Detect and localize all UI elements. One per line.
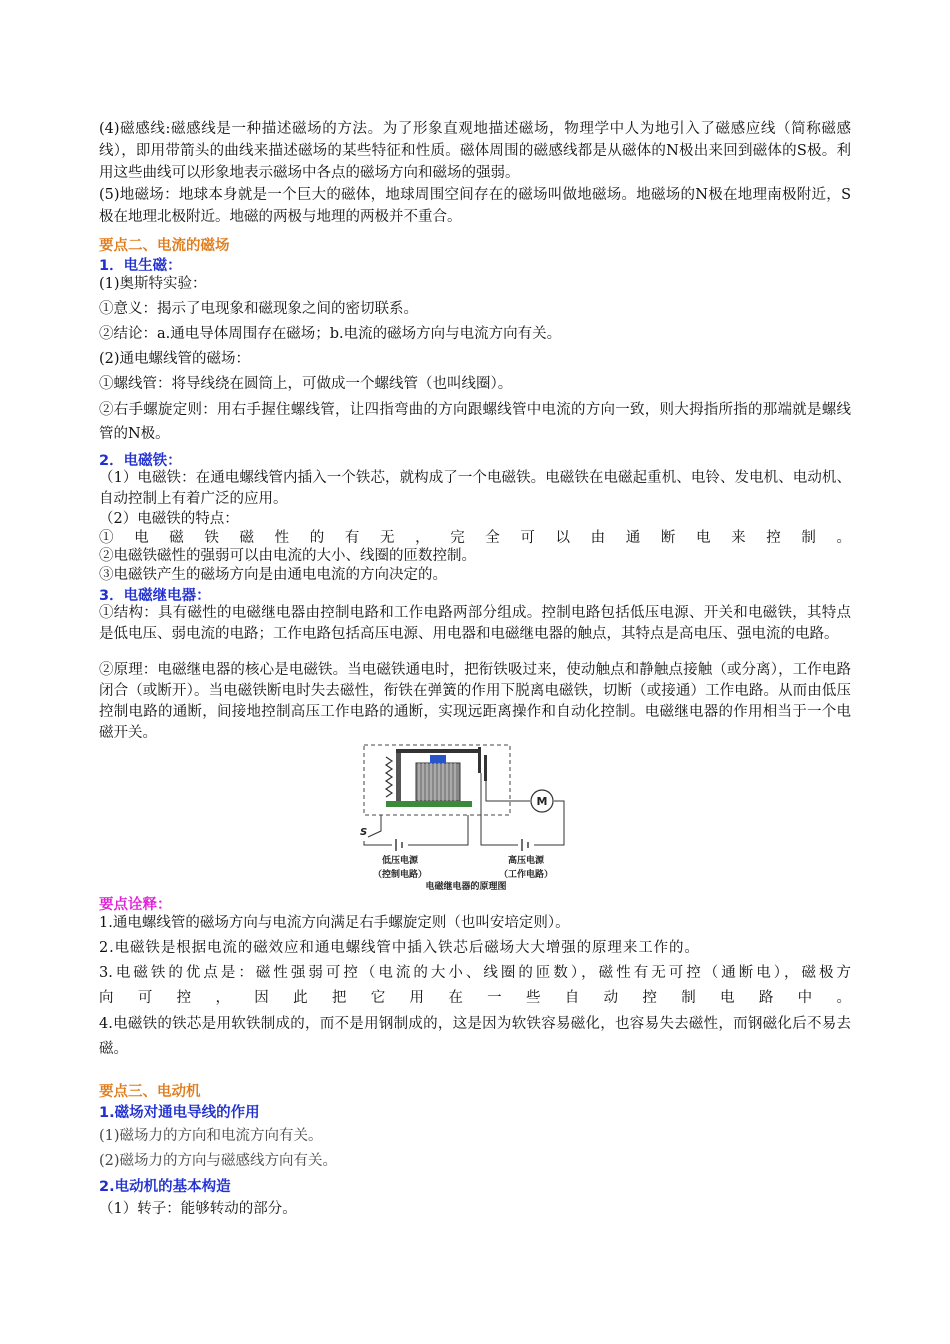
relay-structure: ①结构：具有磁性的电磁继电器由控制电路和工作电路两部分组成。控制电路包括低压电源、开关和电磁铁，其特点是低电压、弱电流的电路；工作电路包括高压电源、用电器和电磁继电器的触点，其特点是高电压、强电流的电路。 (99, 605, 851, 642)
paragraph-magnetic-field-lines: (4)磁感线:磁感线是一种描述磁场的方法。为了形象直观地描述磁场，物理学中人为地引入了磁感应线（简称磁感线），即用带箭头的曲线来描述磁场的某些特征和性质。磁体周围的磁感线都是从磁体的N极出来回到磁体的S极。利用这些曲线可以形象地表示磁场中各点的磁场方向和磁场的强弱。 (99, 121, 851, 181)
solenoid-heading: (2)通电螺线管的磁场： (99, 351, 251, 367)
work-circuit-label: （工作电路） (498, 870, 554, 880)
high-source-label: 高压电源 (507, 856, 545, 866)
low-battery-icon (396, 839, 402, 851)
oersted-conclusion: ②结论：a.通电导体周围存在磁场；b.电流的磁场方向与电流方向有关。 (99, 326, 562, 342)
subheading-relay: 3．电磁继电器： (99, 588, 211, 604)
subheading-electromagnet: 2．电磁铁： (99, 453, 182, 469)
moving-contact (478, 747, 481, 773)
low-wire-right (408, 815, 468, 845)
force-direction-current: (1)磁场力的方向和电流方向有关。 (99, 1128, 323, 1144)
control-circuit-label: （控制电路） (372, 870, 428, 880)
oersted-meaning: ①意义：揭示了电现象和磁现象之间的密切联系。 (99, 301, 418, 317)
note-3-line2: 向可控，因此把它用在一些自动控制电路中。 (99, 990, 851, 1006)
electromagnet-features-heading: （2）电磁铁的特点： (99, 511, 239, 527)
motor-wire (486, 781, 530, 801)
oersted-experiment: (1)奥斯特实验： (99, 276, 207, 292)
figure-caption: 电磁继电器的原理图 (425, 882, 507, 891)
low-source-label: 低压电源 (381, 856, 419, 866)
feature-direction: ③电磁铁产生的磁场方向是由通电电流的方向决定的。 (99, 567, 447, 583)
note-2: 2.电磁铁是根据电流的磁效应和通电螺线管中插入铁芯后磁场大大增强的原理来工作的。 (99, 940, 700, 956)
motor-rotor: （1）转子：能够转动的部分。 (99, 1201, 297, 1217)
note-4: 4.电磁铁的铁芯是用软铁制成的，而不是用钢制成的，这是因为软铁容易磁化，也容易失去磁性，而钢磁化后不易去磁。 (99, 1016, 851, 1057)
pivot-post (396, 751, 401, 805)
solenoid-definition: ①螺线管：将导线绕在圆筒上，可做成一个螺线管（也叫线圈）。 (99, 376, 513, 392)
right-hand-rule: ②右手螺旋定则：用右手握住螺线管，让四指弯曲的方向跟螺线管中电流的方向一致，则大拇指所指的那端就是螺线管的N极。 (99, 402, 851, 442)
paragraph-geomagnetic-field: (5)地磁场：地球本身就是一个巨大的磁体，地球周围空间存在的磁场叫做地磁场。地磁场的N极在地理南极附近，S极在地理北极附近。地磁的两极与地理的两极并不重合。 (99, 187, 851, 225)
spring-icon (386, 757, 392, 797)
switch-label: S (360, 827, 368, 838)
note-1: 1.通电螺线管的磁场方向与电流方向满足右手螺旋定则（也叫安培定则）。 (99, 915, 570, 931)
subheading-electricity-to-magnetism: 1．电生磁： (99, 258, 182, 274)
force-direction-field: (2)磁场力的方向与磁感线方向有关。 (99, 1153, 338, 1169)
section-heading-current-magnetism: 要点二、电流的磁场 (99, 238, 230, 254)
high-wire-left (481, 773, 518, 845)
iron-core-top (430, 755, 446, 763)
static-contact (484, 755, 487, 781)
relay-principle: ②原理：电磁继电器的核心是电磁铁。当电磁铁通电时，把衔铁吸过来，使动触点和静触点接触（或分离），工作电路闭合（或断开）。当电磁铁断电时失去磁性，衔铁在弹簧的作用下脱离电磁铁，切断（或接通）工作电路。从而由低压控制电路的通断，间接地控制高压工作电路的通断，实现远距离操作和自动化控制。电磁继电器的作用相当于一个电磁开关。 (99, 662, 851, 741)
subheading-force-on-wire: 1.磁场对通电导线的作用 (99, 1105, 260, 1121)
feature-strength: ②电磁铁磁性的强弱可以由电流的大小、线圈的匝数控制。 (99, 548, 476, 564)
relay-diagram (358, 741, 574, 891)
feature-on-off-text: ①电磁铁磁性的有无，完全可以由通断电来控制。 (99, 530, 851, 546)
high-battery-icon (522, 839, 528, 851)
relay-base (386, 801, 472, 807)
electromagnet-definition: （1）电磁铁：在通电螺线管内插入一个铁芯，就构成了一个电磁铁。电磁铁在电磁起重机、电铃、发电机、电动机、自动控制上有着广泛的应用。 (99, 470, 851, 507)
armature (396, 749, 480, 753)
section-heading-motor: 要点三、电动机 (99, 1084, 201, 1100)
subheading-motor-structure: 2.电动机的基本构造 (99, 1179, 231, 1195)
note-3-line1: 3.电磁铁的优点是：磁性强弱可控（电流的大小、线圈的匝数），磁性有无可控（通断电），磁极方 (99, 965, 851, 981)
motor-label: M (536, 795, 548, 808)
switch-wire (368, 815, 381, 837)
low-wire-left (364, 841, 392, 845)
notes-heading: 要点诠释： (99, 897, 172, 913)
